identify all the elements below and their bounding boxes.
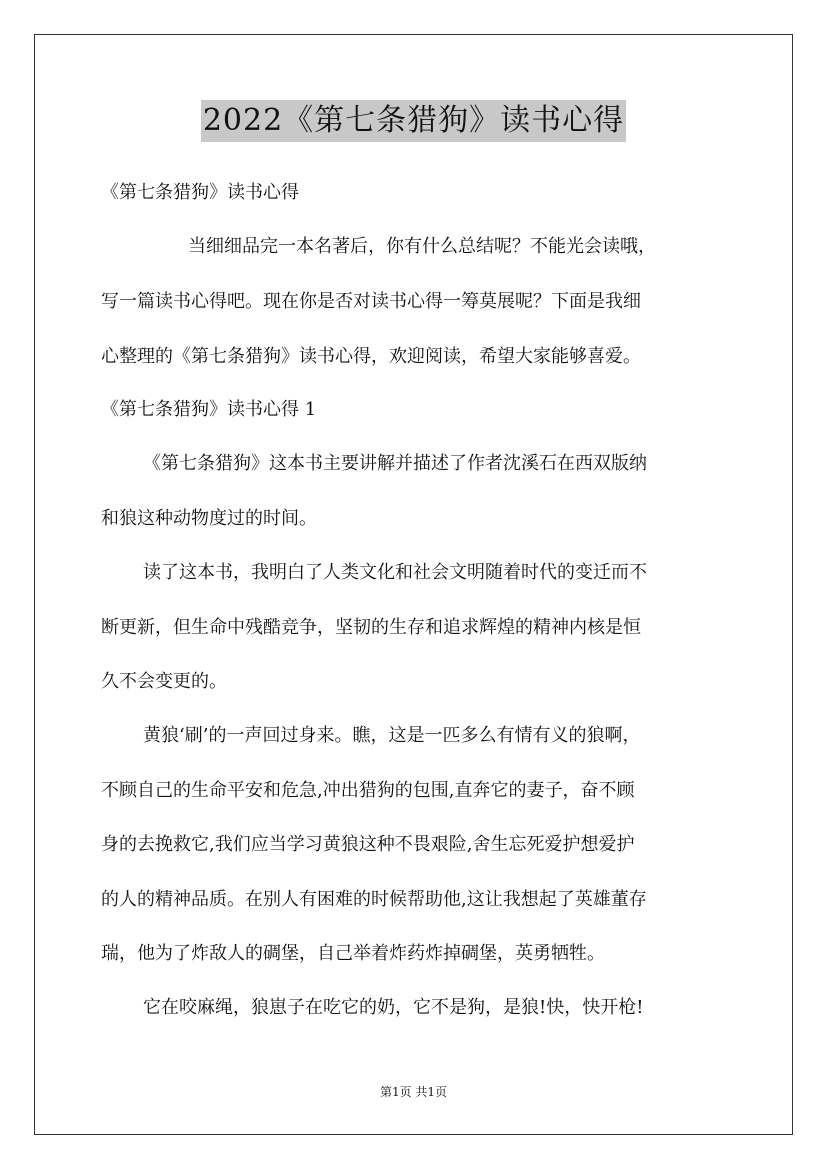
text-line: 心整理的《第七条猎狗》读书心得，欢迎阅读，希望大家能够喜爱。	[101, 346, 641, 367]
text-line: 的人的精神品质。在别人有困难的时候帮助他,这让我想起了英雄董存	[101, 889, 647, 910]
page-footer: 第1页 共1页	[379, 1085, 448, 1099]
text-line: 瑞，他为了炸敌人的碉堡，自己举着炸药炸掉碉堡，英勇牺牲。	[101, 943, 605, 964]
document-title: 2022《第七条猎狗》读书心得	[201, 100, 626, 142]
text-line: 身的去挽救它,我们应当学习黄狼这种不畏艰险,舍生忘死爱护想爱护	[101, 834, 635, 855]
text-line: 和狼这种动物度过的时间。	[101, 508, 317, 529]
text-line: 当细细品完一本名著后，你有什么总结呢？不能光会读哦，	[188, 236, 656, 257]
text-line: 《第七条猎狗》这本书主要讲解并描述了作者沈溪石在西双版纳	[143, 453, 647, 474]
text-line: 黄狼‘刷’的一声回过身来。瞧，这是一匹多么有情有义的狼啊，	[143, 725, 641, 746]
text-line: 久不会变更的。	[101, 671, 227, 692]
text-line: 读了这本书，我明白了人类文化和社会文明随着时代的变迁而不	[143, 562, 647, 583]
text-line: 《第七条猎狗》读书心得	[101, 182, 299, 203]
text-line: 《第七条猎狗》读书心得 1	[101, 399, 317, 420]
text-line: 写一篇读书心得吧。现在你是否对读书心得一筹莫展呢？下面是我细	[101, 291, 641, 312]
text-line: 不顾自己的生命平安和危急,冲出猎狗的包围,直奔它的妻子，奋不顾	[101, 780, 635, 801]
document-title-wrap	[0, 100, 827, 142]
text-line: 它在咬麻绳，狼崽子在吃它的奶，它不是狗，是狼!快，快开枪!	[143, 997, 644, 1018]
text-line: 断更新，但生命中残酷竞争，坚韧的生存和追求辉煌的精神内核是恒	[101, 617, 641, 638]
